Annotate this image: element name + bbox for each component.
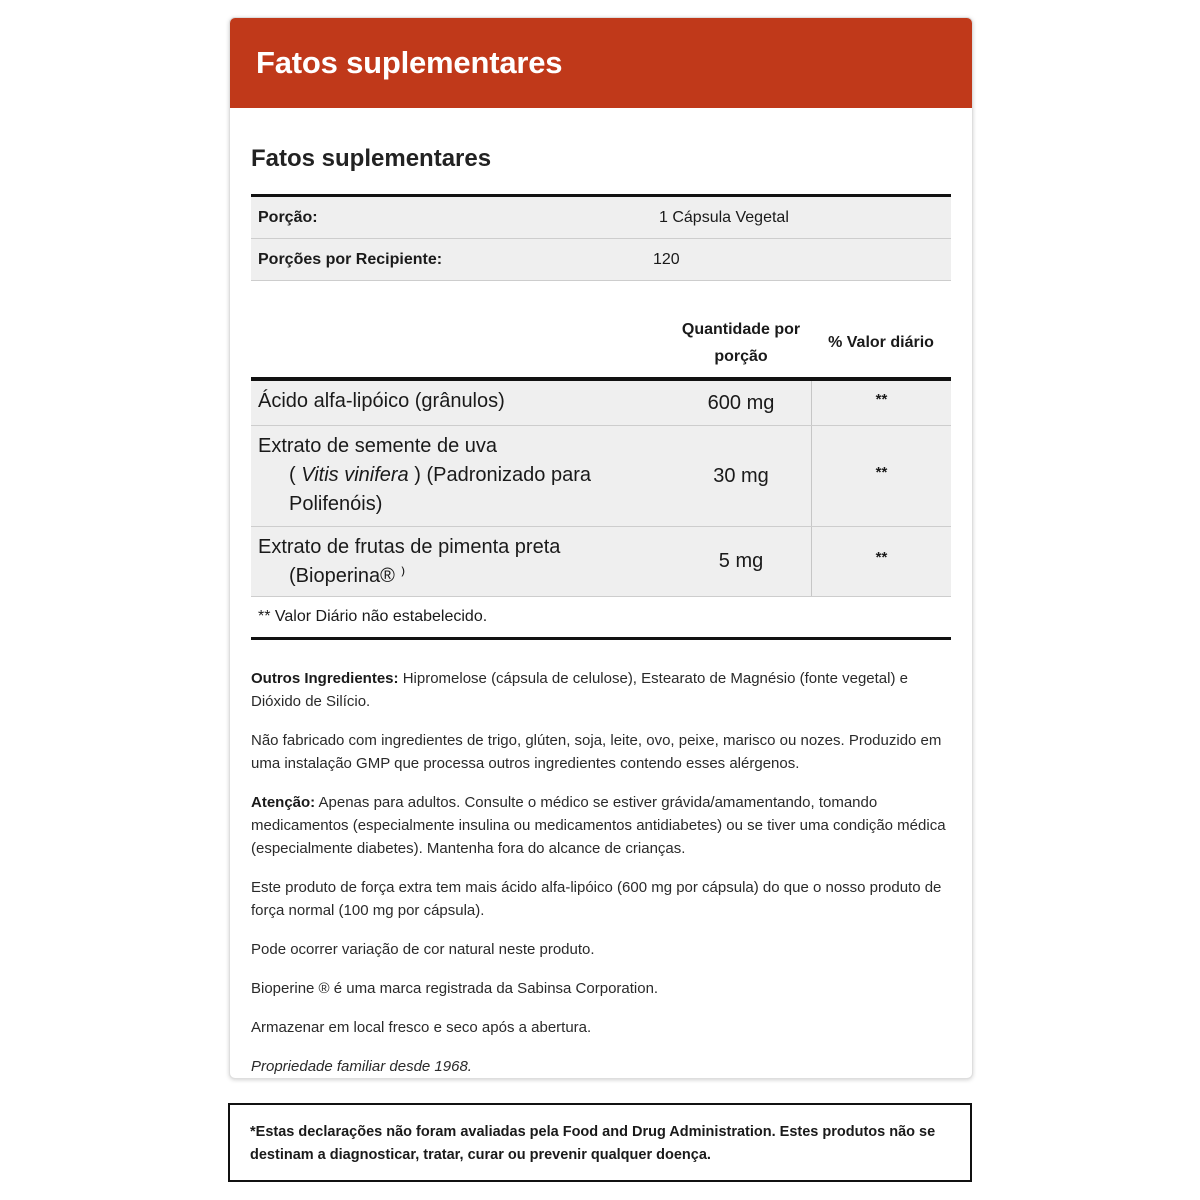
- nutrient-name: Extrato de semente de uva: [258, 435, 498, 457]
- serving-info: [251, 194, 951, 281]
- fda-disclaimer: *Estas declarações não foram avaliadas pela Food and Drug Administration. Estes produtos não se destinam a diagnosticar, tratar, curar ou prevenir qualquer doença.: [228, 1103, 972, 1182]
- other-ingredients: [251, 667, 951, 713]
- card-header: [230, 18, 972, 108]
- nutrient-row: [251, 381, 951, 426]
- column-header-name: [251, 311, 671, 377]
- trademark-note: Bioperine ® é uma marca registrada da Sabinsa Corporation.: [251, 980, 659, 997]
- nutrient-amount: 5 mg: [718, 550, 764, 572]
- warning: [251, 791, 951, 860]
- other-ingredients-label: Outros Ingredientes:: [251, 670, 399, 687]
- family-note: [251, 1055, 951, 1078]
- nutrient-name: Extrato de frutas de pimenta preta: [258, 536, 561, 558]
- card-header-title: Fatos suplementares: [256, 45, 563, 80]
- servings-per-container-value: 120: [653, 250, 680, 268]
- color-note: Pode ocorrer variação de cor natural neste produto.: [251, 941, 595, 958]
- nutrient-detail-open: (: [289, 464, 302, 486]
- serving-size-row: [251, 197, 951, 239]
- servings-per-container-row: [251, 239, 951, 281]
- warning-text: Apenas para adultos. Consulte o médico se estiver grávida/amamentando, tomando medicamentos (especialmente insulina ou medicamentos antidiabetes) ou se tiver uma condição médica (especialmente diabetes). Mantenha fora do alcance de crianças.: [251, 794, 946, 857]
- nutrient-name-block: [251, 527, 671, 596]
- nutrient-detail: (Bioperina® ⁾: [289, 565, 406, 587]
- daily-value-footnote: ** Valor Diário não estabelecido.: [251, 597, 951, 640]
- supplement-facts-panel: [251, 108, 951, 1079]
- nutrient-name-block: [251, 426, 671, 526]
- nutrient-name: Ácido alfa-lipóico (grânulos): [258, 390, 505, 412]
- product-notes: [251, 667, 951, 1078]
- panel-title: Fatos suplementares: [251, 145, 492, 172]
- strength-note: Este produto de força extra tem mais ácido alfa-lipóico (600 mg por cápsula) do que o nosso produto de força normal (100 mg por cápsula).: [251, 879, 942, 919]
- column-header-amount: Quantidade por porção: [681, 321, 801, 365]
- nutrient-table-header: [251, 311, 951, 381]
- column-header-daily-value: % Valor diário: [828, 334, 934, 351]
- nutrient-row: [251, 527, 951, 597]
- servings-per-container-label: Porções por Recipiente:: [258, 250, 443, 268]
- allergen-statement: Não fabricado com ingredientes de trigo, glúten, soja, leite, ovo, peixe, marisco ou nozes. Produzido em uma instalação GMP que processa outros ingredientes contendo esses alérgenos.: [251, 732, 942, 772]
- nutrient-daily-value: **: [811, 381, 951, 425]
- nutrient-amount: 600 mg: [707, 391, 775, 414]
- warning-label: Atenção:: [251, 794, 316, 811]
- storage-note: Armazenar em local fresco e seco após a abertura.: [251, 1019, 592, 1036]
- nutrient-detail-rest: ) (Padronizado para Polifenóis): [289, 464, 591, 515]
- nutrient-daily-value: **: [811, 426, 951, 526]
- serving-size-label: Porção:: [258, 208, 318, 226]
- nutrient-daily-value: **: [811, 527, 951, 596]
- other-ingredients-text: Hipromelose (cápsula de celulose), Estearato de Magnésio (fonte vegetal) e Dióxido de Silício.: [251, 670, 908, 710]
- serving-size-value: 1 Cápsula Vegetal: [659, 208, 789, 226]
- nutrient-row: [251, 426, 951, 527]
- nutrient-amount: 30 mg: [713, 464, 769, 487]
- nutrient-detail: [258, 461, 671, 519]
- family-note-text: Propriedade familiar desde 1968.: [251, 1058, 472, 1075]
- nutrient-detail-latin: Vitis vinifera: [301, 464, 409, 486]
- supplement-facts-card: [229, 17, 973, 1079]
